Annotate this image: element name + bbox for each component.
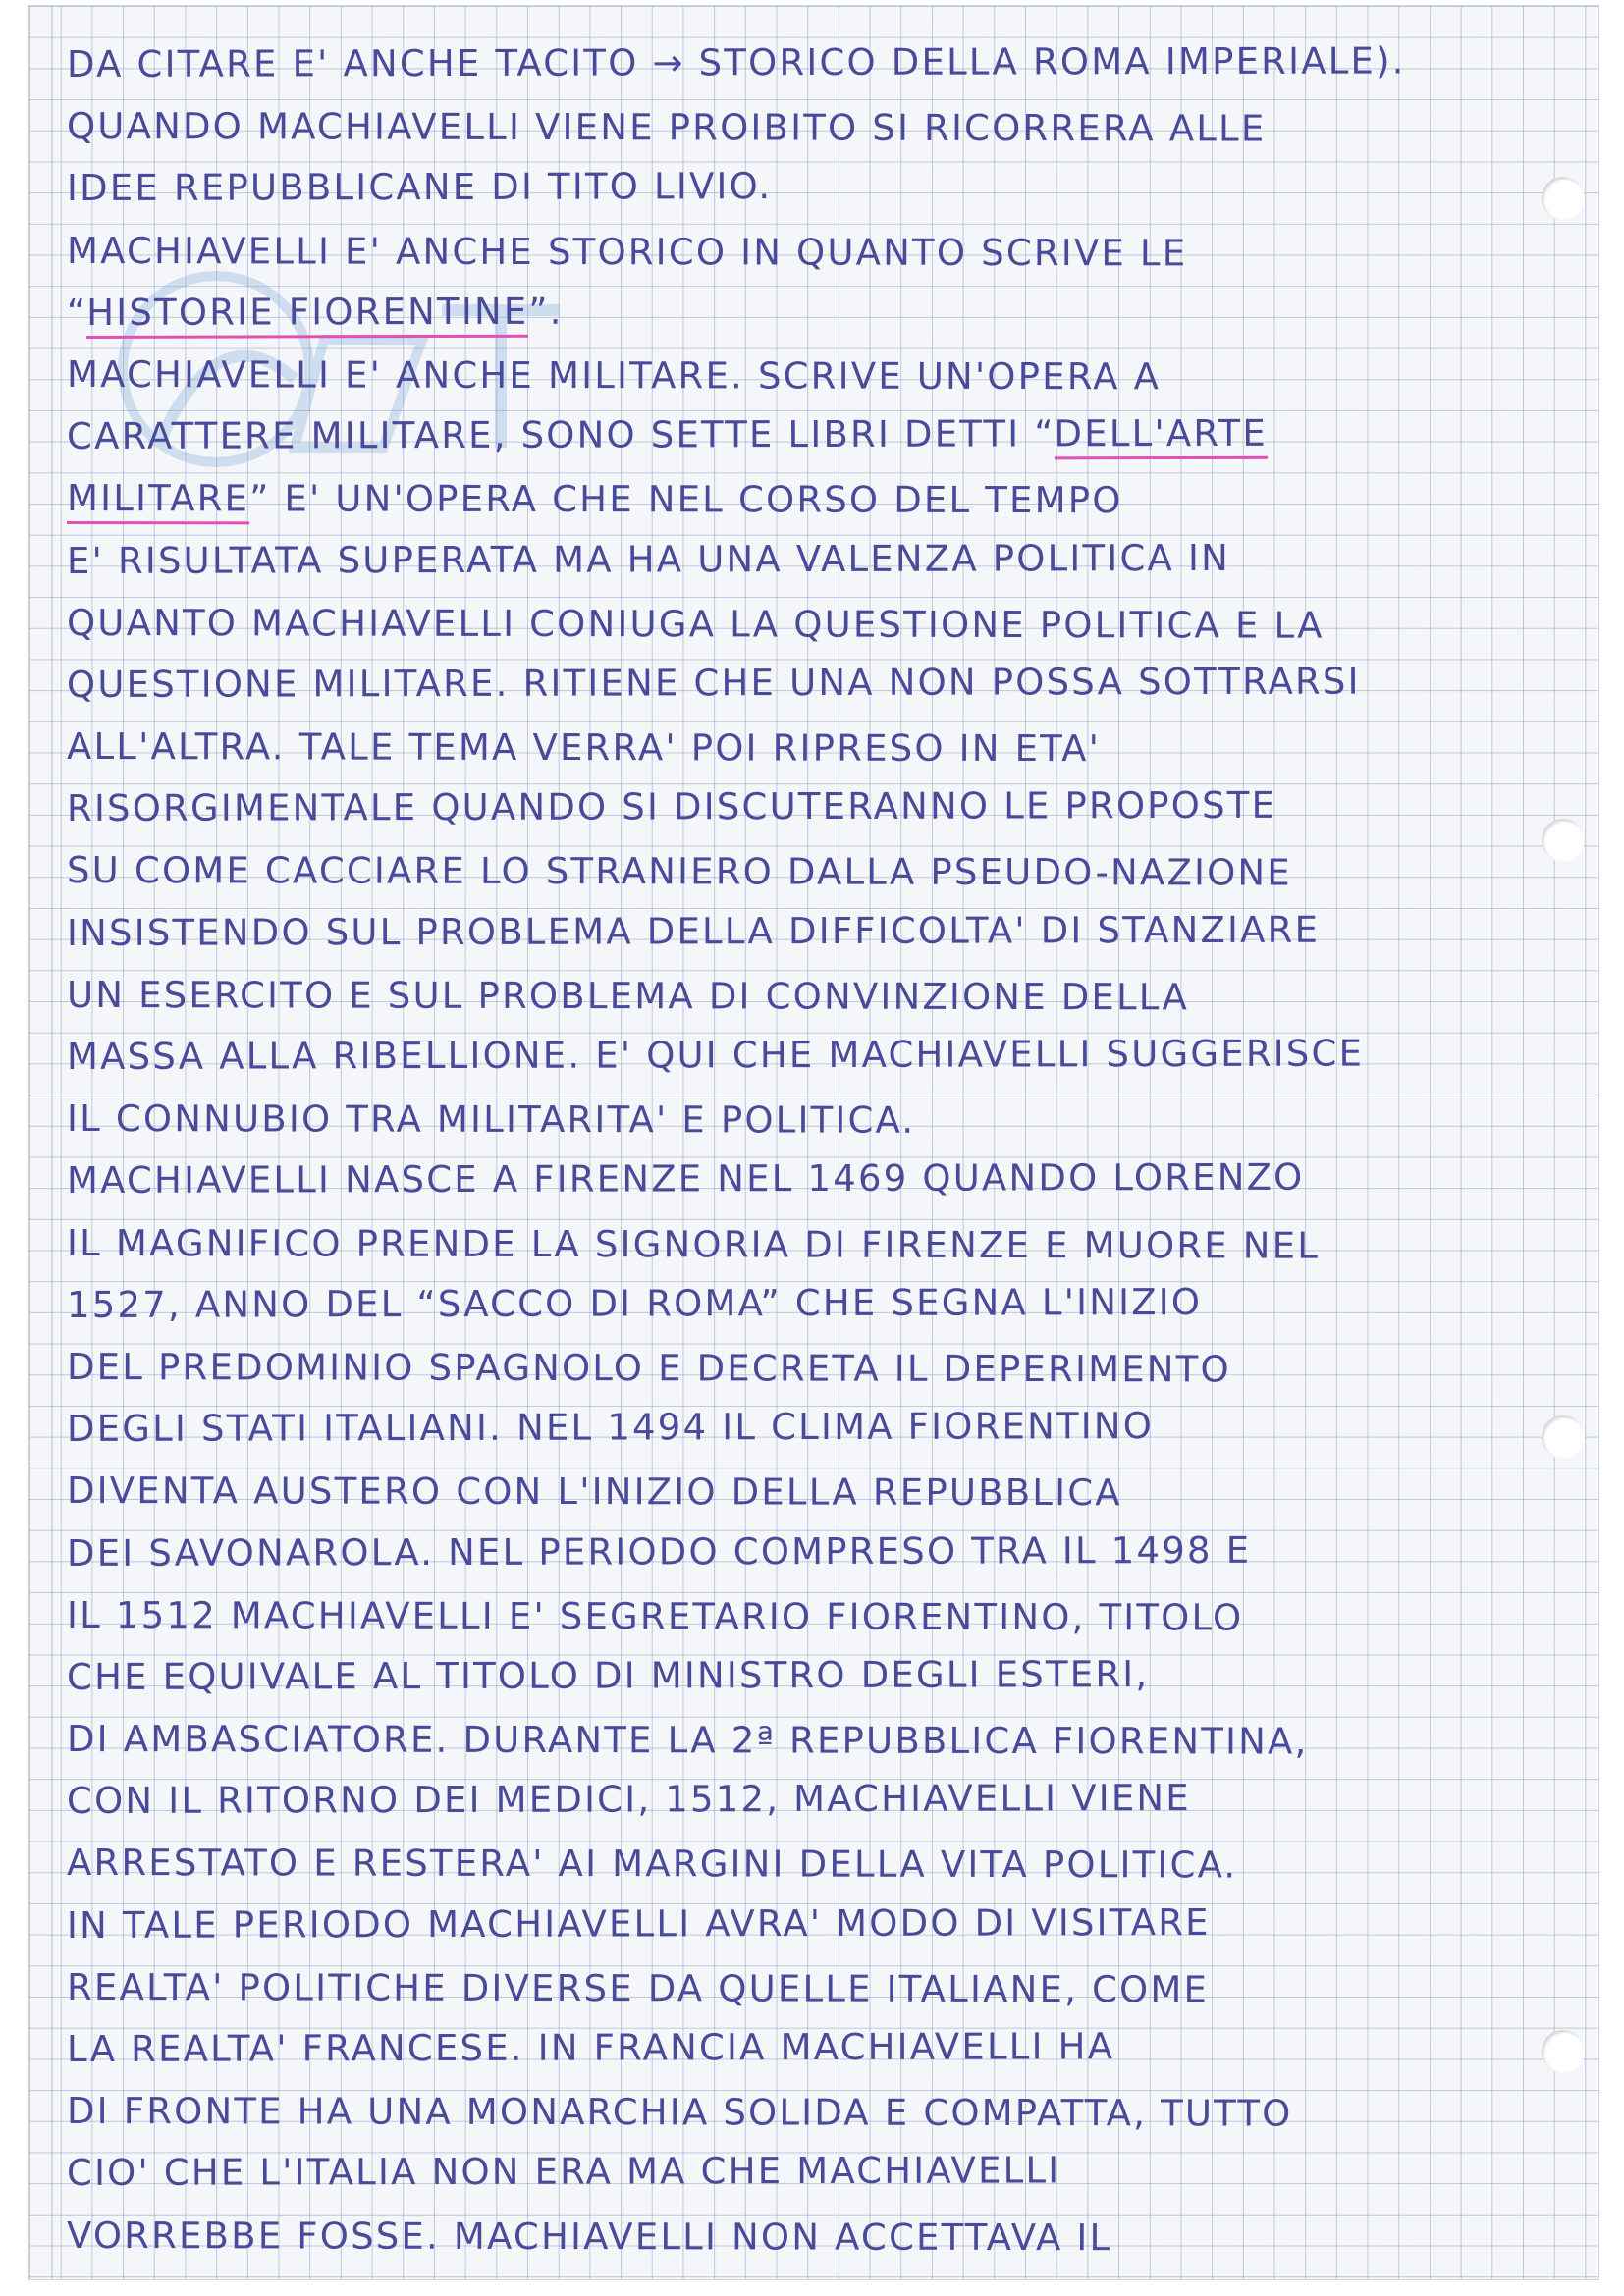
text-line: ALL'ALTRA. TALE TEMA VERRA' POI RIPRESO IN ETA' bbox=[66, 725, 1102, 771]
text-line: LA REALTA' FRANCESE. IN FRANCIA MACHIAVELLI HA bbox=[66, 2025, 1115, 2070]
text-line bbox=[67, 467, 1579, 532]
text-line: DI FRONTE HA UNA MONARCHIA SOLIDA E COMPATTA, TUTTO bbox=[66, 2090, 1293, 2135]
text-line: UN ESERCITO E SUL PROBLEMA DI CONVINZIONE DELLA bbox=[66, 973, 1190, 1019]
text-line: MACHIAVELLI E' ANCHE STORICO IN QUANTO SCRIVE LE bbox=[66, 229, 1188, 274]
notebook-page bbox=[29, 6, 1598, 2279]
text-segment: ” E' UN'OPERA CHE NEL CORSO DEL TEMPO bbox=[249, 477, 1123, 522]
text-line: INSISTENDO SUL PROBLEMA DELLA DIFFICOLTA' DI STANZIARE bbox=[66, 908, 1321, 954]
text-line: IDEE REPUBBLICANE DI TITO LIVIO. bbox=[66, 165, 773, 210]
text-line: DEI SAVONAROLA. NEL PERIODO COMPRESO TRA IL 1498 E bbox=[66, 1528, 1252, 1575]
text-line: SU COME CACCIARE LO STRANIERO DALLA PSEUDO-NAZIONE bbox=[66, 849, 1292, 895]
text-line: DEL PREDOMINIO SPAGNOLO E DECRETA IL DEPERIMENTO bbox=[66, 1345, 1231, 1391]
text-line: E' RISULTATA SUPERATA MA HA UNA VALENZA POLITICA IN bbox=[66, 536, 1230, 582]
text-line: QUANDO MACHIAVELLI VIENE PROIBITO SI RICORRERA ALLE bbox=[66, 105, 1267, 150]
text-line: IL 1512 MACHIAVELLI E' SEGRETARIO FIORENTINO, TITOLO bbox=[66, 1593, 1244, 1639]
underlined-title: HISTORIE FIORENTINE bbox=[86, 291, 528, 339]
text-segment: “ bbox=[66, 291, 87, 334]
text-line: MACHIAVELLI E' ANCHE MILITARE. SCRIVE UN'OPERA A bbox=[66, 352, 1162, 399]
text-line: ARRESTATO E RESTERA' AI MARGINI DELLA VITA POLITICA. bbox=[66, 1842, 1238, 1887]
text-line: DI AMBASCIATORE. DURANTE LA 2ª REPUBBLICA FIORENTINA, bbox=[66, 1718, 1309, 1763]
text-line: IL CONNUBIO TRA MILITARITA' E POLITICA. bbox=[66, 1097, 916, 1142]
underlined-title: MILITARE bbox=[67, 477, 249, 524]
text-line: IN TALE PERIODO MACHIAVELLI AVRA' MODO DI VISITARE bbox=[66, 1900, 1211, 1947]
text-segment: CARATTERE MILITARE, SONO SETTE LIBRI DETTI “ bbox=[66, 412, 1055, 458]
text-line: CIO' CHE L'ITALIA NON ERA MA CHE MACHIAVELLI bbox=[66, 2149, 1061, 2195]
text-line: DEGLI STATI ITALIANI. NEL 1494 IL CLIMA FIORENTINO bbox=[66, 1405, 1155, 1451]
text-line: MASSA ALLA RIBELLIONE. E' QUI CHE MACHIAVELLI SUGGERISCE bbox=[66, 1032, 1365, 1078]
text-line: QUESTIONE MILITARE. RITIENE CHE UNA NON POSSA SOTTRARSI bbox=[66, 660, 1361, 706]
text-line: DA CITARE E' ANCHE TACITO → STORICO DELLA ROMA IMPERIALE). bbox=[66, 39, 1406, 85]
text-line: DIVENTA AUSTERO CON L'INIZIO DELLA REPUBBLICA bbox=[66, 1469, 1122, 1515]
text-segment: ”. bbox=[528, 290, 564, 333]
text-line: VORREBBE FOSSE. MACHIAVELLI NON ACCETTAVA IL bbox=[66, 2214, 1112, 2259]
underlined-title: DELL'ARTE bbox=[1054, 412, 1267, 460]
handwritten-text bbox=[67, 33, 1579, 2267]
text-line: RISORGIMENTALE QUANDO SI DISCUTERANNO LE PROPOSTE bbox=[66, 784, 1277, 830]
page-margin-line bbox=[51, 6, 53, 2279]
text-line: QUANTO MACHIAVELLI CONIUGA LA QUESTIONE POLITICA E LA bbox=[66, 601, 1325, 647]
text-line: REALTA' POLITICHE DIVERSE DA QUELLE ITALIANE, COME bbox=[66, 1965, 1210, 2011]
text-line bbox=[67, 278, 1579, 344]
text-line: CHE EQUIVALE AL TITOLO DI MINISTRO DEGLI ESTERI, bbox=[66, 1652, 1150, 1698]
text-line: MACHIAVELLI NASCE A FIRENZE NEL 1469 QUANDO LORENZO bbox=[66, 1156, 1305, 1202]
text-line bbox=[67, 401, 1579, 467]
text-line: 1527, ANNO DEL “SACCO DI ROMA” CHE SEGNA L'INIZIO bbox=[66, 1280, 1203, 1326]
text-line: CON IL RITORNO DEI MEDICI, 1512, MACHIAVELLI VIENE bbox=[66, 1777, 1191, 1823]
text-line: IL MAGNIFICO PRENDE LA SIGNORIA DI FIRENZE E MUORE NEL bbox=[66, 1221, 1321, 1267]
